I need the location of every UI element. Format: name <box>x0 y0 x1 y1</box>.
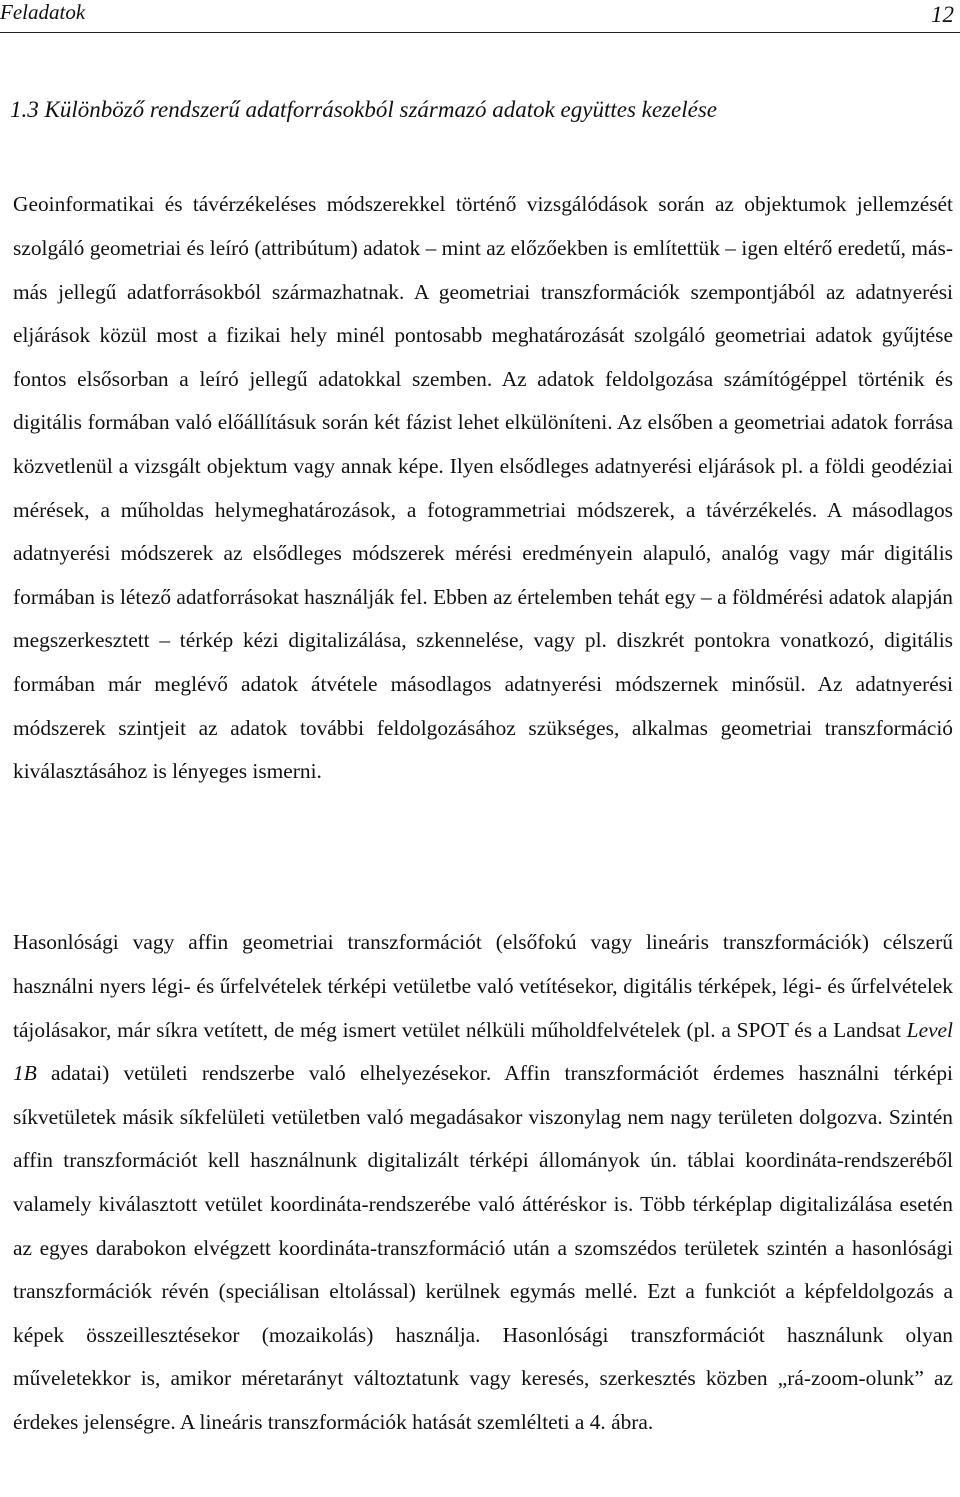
italic-term: Level 1B <box>13 1017 953 1086</box>
paragraph-text: Hasonlósági vagy affin geometriai transzformációt (elsőfokú vagy lineáris transzformációk) célszerű használni nyers légi- és űrfelvételek térképi vetületbe való vetítésekor, digitális térképek, légi- és űrfelvételek tájolásakor, már síkra vetített, de még ismert vetület nélküli műholdfelvételek (pl. a SPOT és a Landsat <box>13 930 953 1042</box>
paragraph-text: adatai) vetületi rendszerbe való elhelyezésekor. Affin transzformációt érdemes használni térképi síkvetületek másik síkfelületi vetületben való megadásakor viszonylag nem nagy területen dolgozva. Szintén affin transzformációt kell használnunk digitalizált térképi állományok ún. táblai koordináta-rendszeréből valamely kiválasztott vetület koordináta-rendszerébe való áttéréskor is. Több térképlap digitalizálása esetén az egyes darabokon elvégzett koordináta-transzformáció után a szomszédos területek szintén a hasonlósági transzformációk révén (speciálisan eltolással) kerülnek egymás mellé. Ezt a funkciót a képfeldolgozás a képek összeillesztésekor (mozaikolás) használja. Hasonlósági transzformációt használunk olyan műveletekkor is, amikor méretarányt változtatunk vagy keresés, szerkesztés közben „rá-zoom-olunk” az érdekes jelenségre. A lineáris transzformációk hatását szemlélteti a 4. ábra. <box>13 1061 953 1434</box>
body-paragraph <box>13 921 953 1444</box>
body-paragraph: Geoinformatikai és távérzékeléses módszerekkel történő vizsgálódások során az objektumok jellemzését szolgáló geometriai és leíró (attribútum) adatok – mint az előzőekben is említettük – igen eltérő eredetű, más-más jellegű adatforrásokból származhatnak. A geometriai transzformációk szempontjából az adatnyerési eljárások közül most a fizikai hely minél pontosabb meghatározását szolgáló geometriai adatok gyűjtése fontos elsősorban a leíró jellegű adatokkal szemben. Az adatok feldolgozása számítógéppel történik és digitális formában való előállításuk során két fázist lehet elkülöníteni. Az elsőben a geometriai adatok forrása közvetlenül a vizsgált objektum vagy annak képe. Ilyen elsődleges adatnyerési eljárások pl. a földi geodéziai mérések, a műholdas helymeghatározások, a fotogrammetriai módszerek, a távérzékelés. A másodlagos adatnyerési módszerek az elsődleges módszerek mérési eredményein alapuló, analóg vagy már digitális formában is létező adatforrásokat használják fel. Ebben az értelemben tehát egy – a földmérési adatok alapján megszerkesztett – térkép kézi digitalizálása, szkennelése, vagy pl. diszkrét pontokra vonatkozó, digitális formában már meglévő adatok átvétele másodlagos adatnyerési módszernek minősül. Az adatnyerési módszerek szintjeit az adatok további feldolgozásához szükséges, alkalmas geometriai transzformáció kiválasztásához is lényeges ismerni. <box>13 192 953 784</box>
page-number: 12 <box>931 2 954 27</box>
header-title: Feladatok <box>0 0 86 24</box>
page-header <box>0 0 960 33</box>
section-title: 1.3 Különböző rendszerű adatforrásokból származó adatok együttes kezelése <box>10 97 717 122</box>
